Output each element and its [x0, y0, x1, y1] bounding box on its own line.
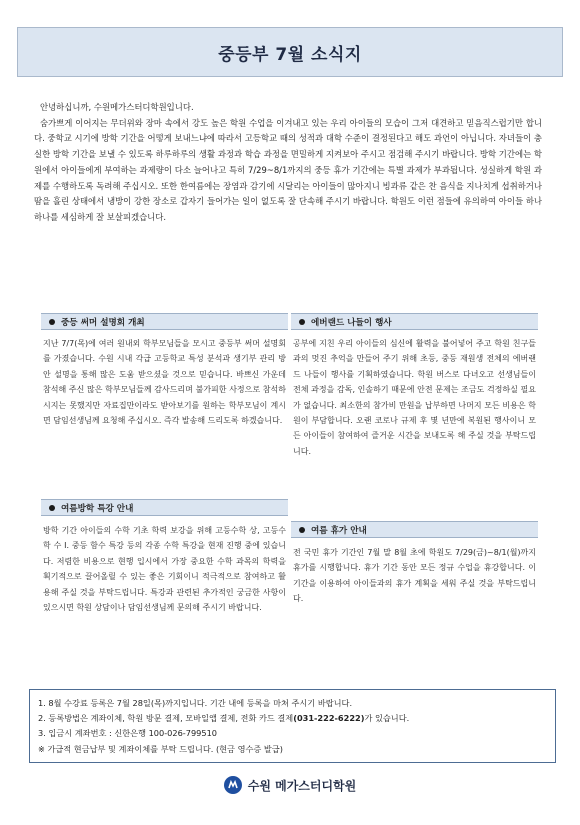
- bullet-icon: [299, 319, 305, 325]
- bullet-icon: [49, 319, 55, 325]
- notice-line-2-prefix: 2. 등록방법은 계좌이체, 학원 방문 결제, 모바일앱 결제, 전화 카드 결제: [38, 713, 294, 724]
- section-body-briefing: 지난 7/7(목)에 여러 원내외 학부모님들을 모시고 중등부 써머 설명회를 가졌습니다. 수원 시내 각급 고등학교 특성 분석과 생기부 관리 방안 설명을 통해 많은 도움 받으셨을 것으로 믿습니다. 바쁘신 가운데 참석해 주신 많은 학부모님들께 감사드리며 불가피한 사정으로 참석하시지는 못했지만 자료집만이라도 받아보기를 원하는 학부모님이 계시면 담임선생님께 요청해 주십시오. 즉각 발송해 드리도록 하겠습니다.: [43, 339, 286, 426]
- section-title-briefing: 중등 써머 설명회 개최: [61, 317, 145, 328]
- notice-line-4: ※ 가급적 현금납부 및 계좌이체를 부탁 드립니다. (현금 영수증 발급): [38, 743, 283, 754]
- newsletter-title-box: [17, 27, 563, 77]
- intro-text: [34, 100, 542, 226]
- bullet-icon: [299, 527, 305, 533]
- notice-line-2: [38, 711, 547, 726]
- page-title: 중등부 7월 소식지: [218, 44, 362, 65]
- section-header-vacation: [291, 521, 538, 538]
- notice-box: [29, 689, 556, 763]
- section-body-everland: 공부에 지친 우리 아이들의 심신에 활력을 불어넣어 주고 학원 친구들과의 멋진 추억을 만들어 주기 위해 초등, 중등 재원생 전체의 에버랜드 나들이 행사를 기획하였습니다. 학원 버스로 다녀오고 선생님들이 전체 과정을 감독, 인솔하기 때문에 안전 문제는 조금도 걱정하실 필요가 없습니다. 최소한의 참가비 만원을 납부하면 나머지 모든 비용은 학원이 부담합니다. 오랜 코로나 규제 후 몇 년만에 복원된 행사이니 모든 아이들이 참여하여 즐거운 시간을 보내도록 해 주실 것을 부탁드립니다.: [293, 339, 536, 456]
- section-body-special: 방학 기간 아이들의 수학 기초 학력 보강을 위해 고등수학 상, 고등수학 수 I. 중등 함수 특강 등의 각종 수학 특강을 현재 진행 중에 있습니다. 저렴한 비용으로 현행 입시에서 가장 중요한 수학 과목의 학력을 획기적으로 끌어올릴 수 있는 좋은 기회이니 적극적으로 참여하고 활용해 주실 것을 부탁드립니다. 특강과 관련된 추가적인 궁금한 사항이 있으시면 학원 상담이나 담임선생님께 문의해 주시기 바랍니다.: [43, 526, 286, 613]
- notice-line-3: 3. 입금시 계좌번호 : 신한은행 100-026-799510: [38, 728, 218, 739]
- section-title-vacation: 여름 휴가 안내: [311, 525, 367, 536]
- section-title-special: 여름방학 특강 안내: [61, 503, 134, 514]
- megastudy-logo-icon: [224, 776, 242, 794]
- section-header-briefing: [41, 313, 288, 330]
- intro-paragraph: 숨가쁘게 이어지는 무더위와 장마 속에서 강도 높은 학원 수업을 이겨내고 있는 우리 아이들의 모습이 그저 대견하고 믿음직스럽기만 합니다. 중학교 시기에 방학 기간을 어떻게 보내느냐에 따라서 고등학교 때의 성적과 대학 수준이 결정된다고 해도 과언이 아닙니다. 자녀들이 충실한 방학 기간을 보낼 수 있도록 하루하루의 생활 과정과 학습 과정을 면밀하게 지켜보아 주시고 점검해 주시기 바랍니다. 방학 기간에는 학원에서 아이들에게 부여하는 과제량이 다소 늘어나고 특히 7/29~8/1까지의 중등 휴가 기간에는 특별 과제가 부과됩니다. 성실하게 학원 과제를 수행하도록 독려해 주십시오. 또한 한여름에는 장염과 감기에 시달리는 아이들이 많아지니 빙과류 같은 찬 음식을 지나치게 섭취하거나 땀을 흘린 상태에서 냉방이 강한 장소로 갑자기 들어가는 일이 없도록 잘 단속해 주시기 바랍니다. 학원도 이런 점들에 유의하여 아이들 하나하나를 세심하게 잘 보살피겠습니다.: [34, 117, 542, 222]
- notice-line-1: 1. 8월 수강료 등록은 7월 28일(목)까지입니다. 기간 내에 등록을 마쳐 주시기 바랍니다.: [38, 698, 353, 708]
- notice-line-2-suffix: 가 있습니다.: [364, 713, 410, 724]
- bullet-icon: [49, 505, 55, 511]
- intro-greeting: 안녕하십니까, 수원메가스터디학원입니다.: [40, 102, 194, 112]
- phone-number: (031-222-6222): [293, 713, 365, 724]
- academy-name: 수원 메가스터디학원: [247, 778, 357, 793]
- section-header-everland: [291, 313, 538, 330]
- footer: [0, 773, 580, 797]
- section-header-special: [41, 499, 288, 516]
- section-body-vacation: 전 국민 휴가 기간인 7월 말 8월 초에 학원도 7/29(금)~8/1(월)까지 휴가를 시행합니다. 휴가 기간 동안 모든 정규 수업을 휴강합니다. 이 기간을 이용하여 아이들과의 휴가 계획을 세워 주실 것을 부탁드립니다.: [293, 548, 536, 604]
- section-title-everland: 에버랜드 나들이 행사: [311, 317, 392, 328]
